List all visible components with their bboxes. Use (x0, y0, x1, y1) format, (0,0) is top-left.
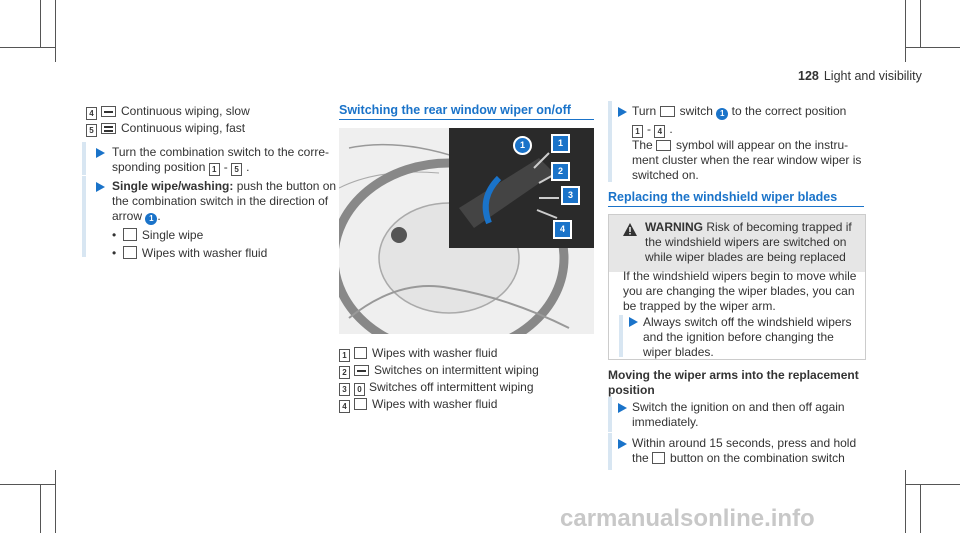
step-turn-rear-switch (608, 101, 861, 182)
step-ignition (608, 397, 845, 432)
step-text: Within around 15 seconds, press and hold (632, 436, 857, 450)
step-text: arrow 1 . (112, 209, 161, 223)
step-arrow-icon (96, 148, 105, 158)
callout-number: 1 (716, 108, 728, 120)
legend-item: 3 0 Switches off intermittent wiping (339, 380, 534, 396)
warning-step-text: Always switch off the windshield wipers (643, 315, 852, 329)
washer-fluid-icon (123, 246, 137, 259)
position-key: 4 (86, 107, 97, 120)
step-arrow-icon (618, 107, 627, 117)
legend-item: 1 Wipes with washer fluid (339, 346, 497, 362)
washer-fluid-icon (652, 452, 665, 464)
position-text: Continuous wiping, slow (121, 104, 250, 118)
rear-wiper-icon (660, 106, 675, 117)
warning-step-text: and the ignition before changing the (643, 330, 834, 344)
bullet-item: • Wipes with washer fluid (112, 246, 268, 260)
crop-mark (55, 470, 56, 533)
warning-body: If the windshield wipers begin to move while (623, 269, 857, 283)
figure-callout-key: 2 (551, 162, 570, 181)
crop-mark (905, 0, 906, 62)
crop-mark (55, 0, 56, 62)
legend-item: 4 Wipes with washer fluid (339, 397, 497, 413)
section-heading-rear-wiper: Switching the rear window wiper on/off (339, 103, 571, 117)
crop-mark (40, 484, 41, 533)
warning-text: the windshield wipers are switched on (645, 235, 847, 249)
crop-mark (920, 484, 921, 533)
crop-mark (920, 0, 921, 47)
step-text: switched on. (632, 168, 699, 182)
step-arrow-icon (96, 182, 105, 192)
position-key: 1 (209, 163, 220, 176)
step-text: the combination switch in the direction of (112, 194, 329, 208)
position-5-row (86, 121, 245, 137)
step-text: Single wipe/washing: push the button on (112, 179, 337, 193)
heading-underline (339, 119, 594, 120)
warning-step (619, 315, 852, 359)
crop-mark (905, 484, 960, 485)
step-text: the button on the combination switch (632, 451, 845, 465)
figure-callout-key: 4 (553, 220, 572, 239)
position-key: 5 (231, 163, 242, 176)
wiper-off-icon: 0 (354, 383, 365, 396)
position-key: 1 (632, 125, 643, 138)
step-arrow-icon (629, 317, 638, 327)
step-press-hold (608, 433, 856, 470)
washer-fluid-icon (354, 347, 367, 359)
warning-step-text: wiper blades. (643, 345, 714, 359)
figure-callout-key: 3 (561, 186, 580, 205)
rear-wiper-icon (656, 140, 671, 151)
step-text: immediately. (632, 415, 699, 429)
figure-callout-key: 1 (551, 134, 570, 153)
position-4-row (86, 104, 250, 120)
warning-body: be trapped by the wiper arm. (623, 299, 776, 313)
step-text: The symbol will appear on the instru- (632, 138, 849, 152)
wiper-fast-icon (101, 123, 116, 134)
heading-underline (608, 206, 864, 207)
step-text: sponding position 1 - 5 . (112, 160, 250, 174)
position-key: 4 (339, 400, 350, 413)
warning-text: WARNING Risk of becoming trapped if (645, 220, 852, 234)
washer-fluid-icon (354, 398, 367, 410)
step-text: 1 - 4 . (632, 122, 861, 138)
warning-text: while wiper blades are being replaced (645, 250, 846, 264)
subheading-replacement-position: Moving the wiper arms into the replacement position (608, 368, 859, 397)
position-key: 3 (339, 383, 350, 396)
step-text: ment cluster when the rear window wiper is (632, 153, 862, 167)
figure-callout-arrow: 1 (513, 136, 532, 155)
intermittent-wipe-icon (354, 365, 369, 376)
step-single-wipe (82, 176, 337, 260)
combination-switch-figure (339, 128, 594, 334)
single-wipe-icon (123, 228, 137, 241)
step-turn-switch (82, 142, 329, 175)
warning-triangle-icon (623, 223, 637, 236)
crop-mark (0, 484, 55, 485)
crop-mark (40, 0, 41, 47)
position-key: 2 (339, 366, 350, 379)
position-key: 4 (654, 125, 665, 138)
legend-item: 2 Switches on intermittent wiping (339, 363, 539, 379)
watermark: carmanualsonline.info (560, 505, 815, 532)
position-key: 5 (86, 124, 97, 137)
section-heading-replace-blades: Replacing the windshield wiper blades (608, 190, 838, 204)
warning-box (608, 214, 866, 360)
crop-mark (0, 47, 55, 48)
page-number: 128 (798, 69, 819, 83)
step-text: Turn switch 1 to the correct position (632, 104, 847, 118)
bullet-item: • Single wipe (112, 228, 204, 242)
crop-mark (905, 47, 960, 48)
warning-body: you are changing the wiper blades, you can (623, 284, 855, 298)
wiper-slow-icon (101, 106, 116, 117)
step-text: Turn the combination switch to the corre- (112, 145, 329, 159)
crop-mark (905, 470, 906, 533)
position-key: 1 (339, 349, 350, 362)
step-text: Switch the ignition on and then off again (632, 400, 845, 414)
warning-header (609, 215, 865, 272)
position-text: Continuous wiping, fast (121, 121, 246, 135)
page-header (798, 69, 922, 83)
section-title: Light and visibility (823, 69, 922, 83)
callout-number: 1 (145, 213, 157, 225)
